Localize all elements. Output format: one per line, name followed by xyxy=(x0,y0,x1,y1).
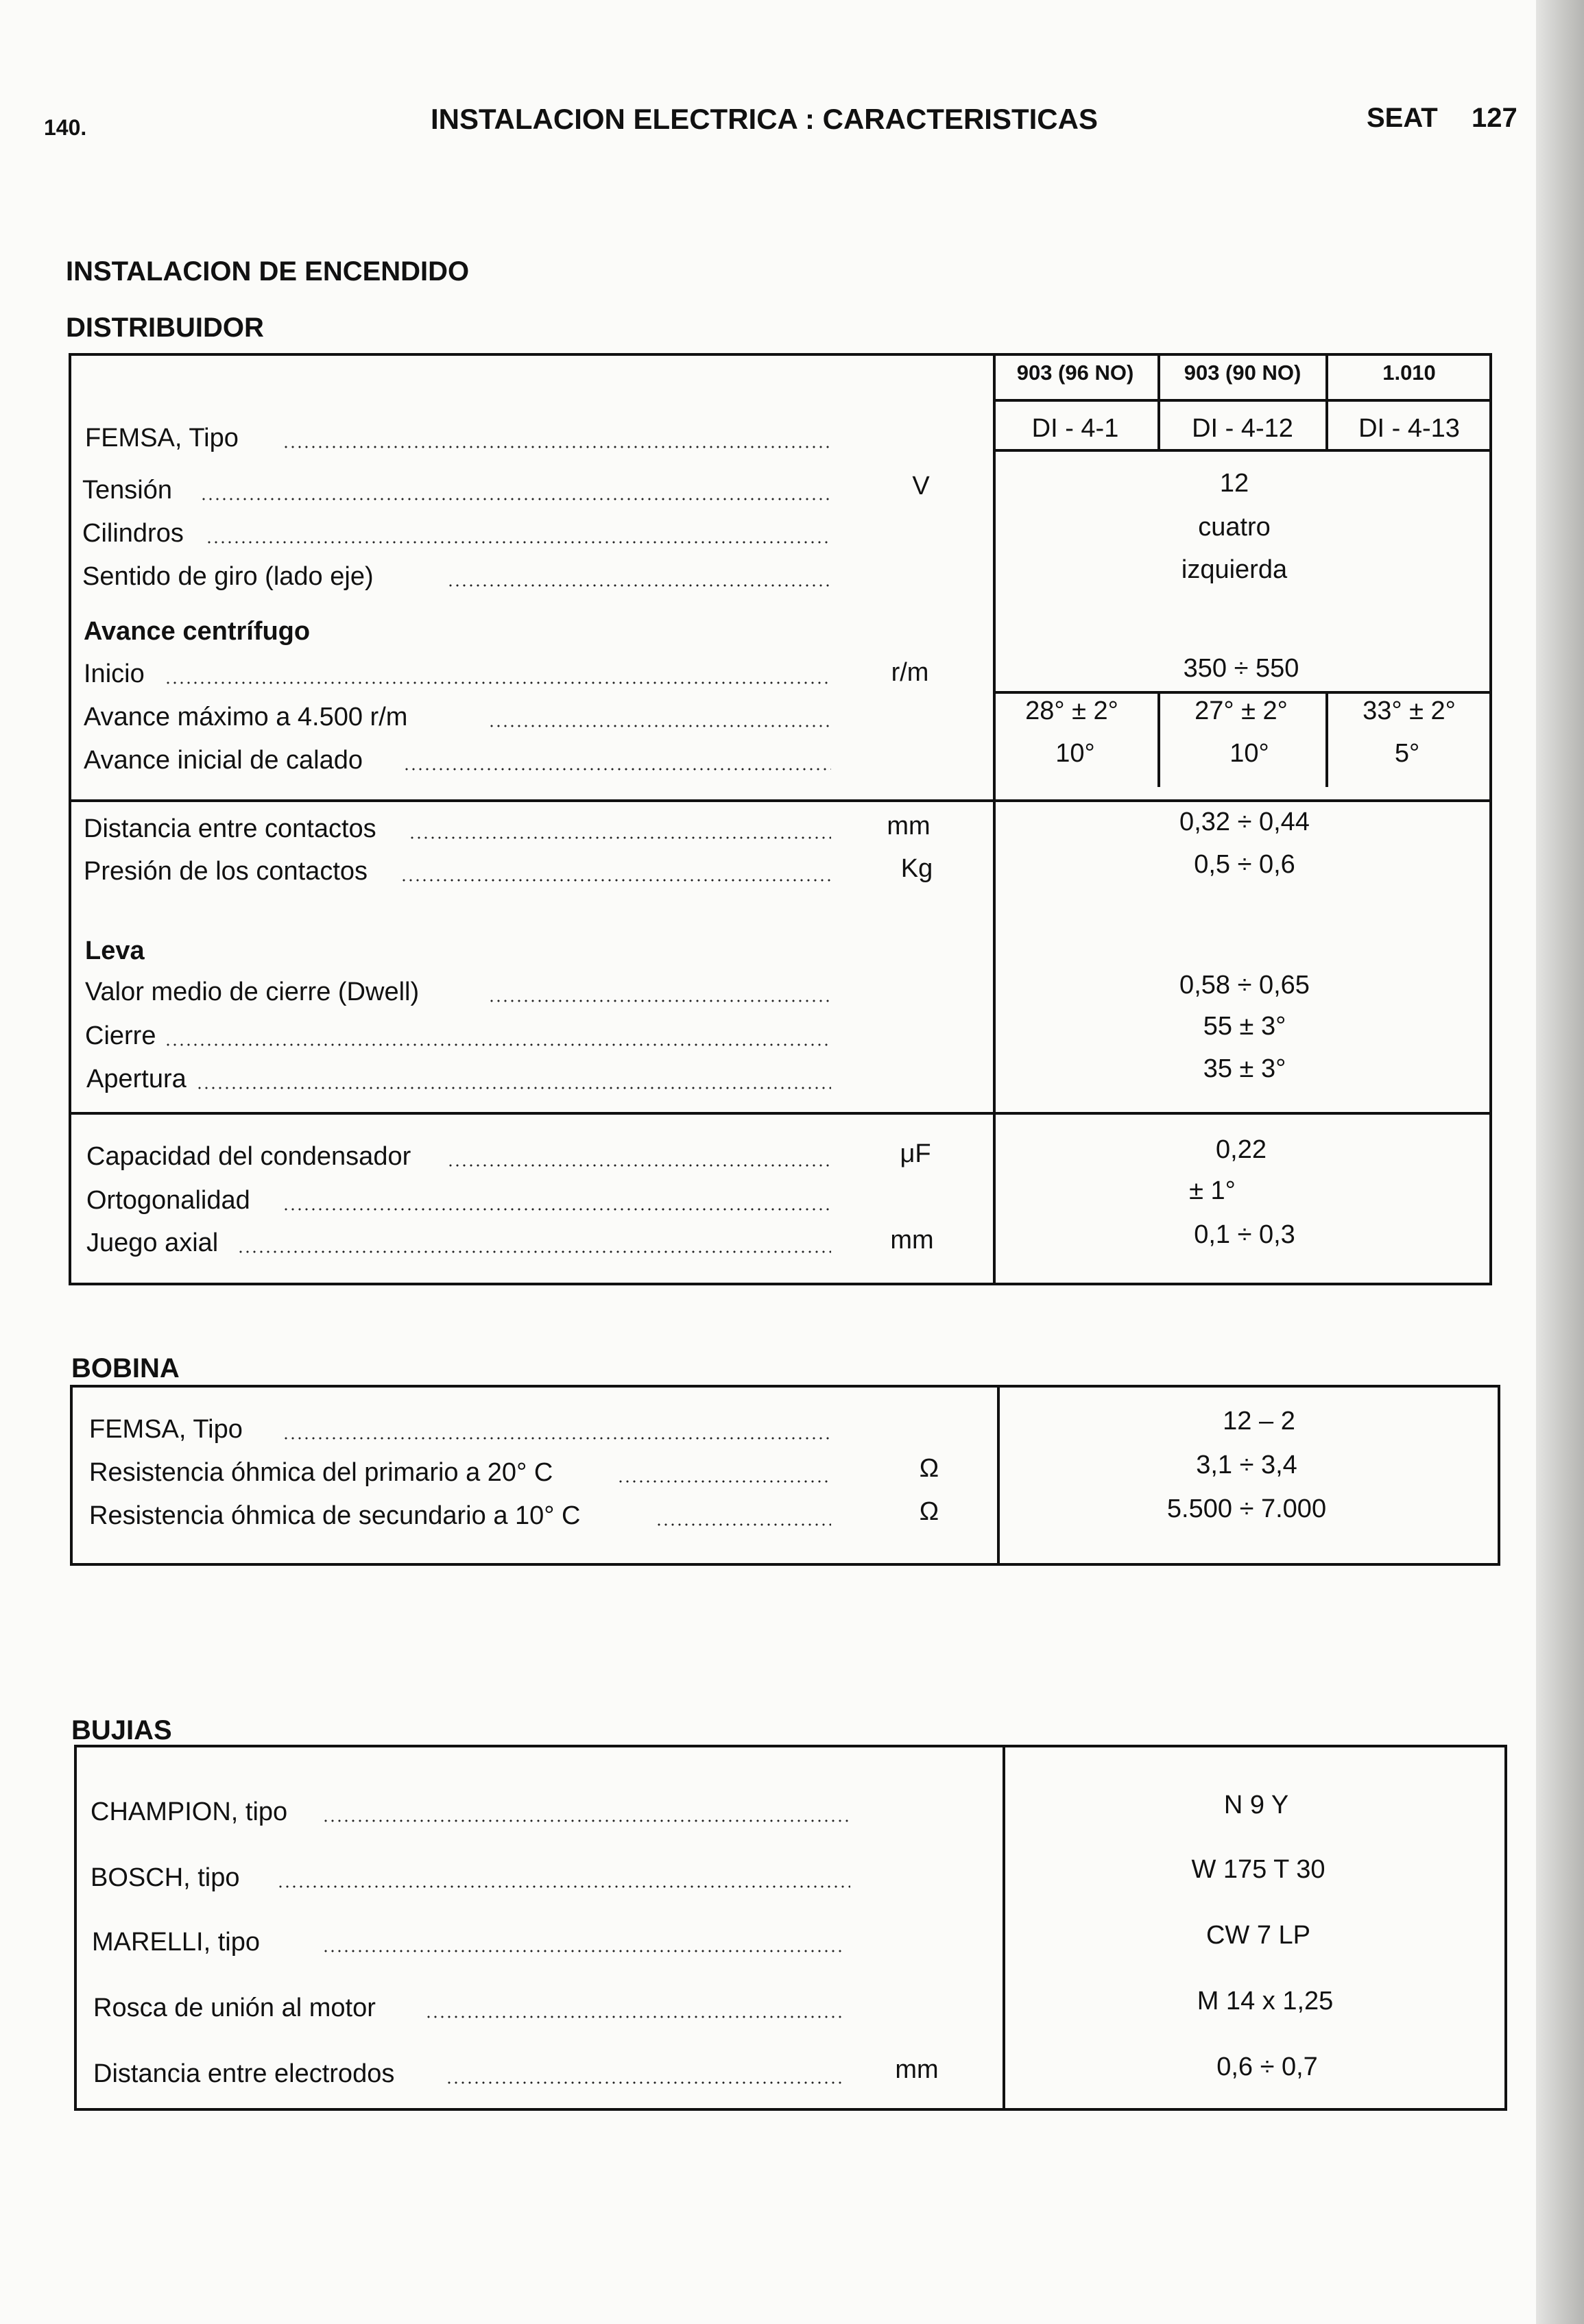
section-title-ignition: INSTALACION DE ENCENDIDO xyxy=(66,256,470,287)
leader-dots xyxy=(283,1437,831,1440)
section-title-bobina: BOBINA xyxy=(71,1353,180,1383)
leader-dots xyxy=(277,1885,850,1888)
cell-value: izquierda xyxy=(1181,555,1288,584)
row-label: Juego axial xyxy=(86,1228,219,1257)
cell-value: 0,32 ÷ 0,44 xyxy=(1179,808,1310,836)
cell-value: 12 – 2 xyxy=(1223,1407,1295,1436)
cell-value: DI - 4-12 xyxy=(1192,414,1293,443)
row-label: Resistencia óhmica del primario a 20° C xyxy=(89,1458,553,1487)
row-label: Distancia entre contactos xyxy=(84,814,376,843)
cell-value: cuatro xyxy=(1198,513,1271,542)
leader-dots xyxy=(425,2016,845,2018)
block-rule xyxy=(69,1112,1489,1115)
row-label: Distancia entre electrodos xyxy=(93,2059,395,2088)
section-title-distributor: DISTRIBUIDOR xyxy=(66,313,264,343)
cell-value: 35 ± 3° xyxy=(1203,1054,1286,1083)
page-number: 140. xyxy=(44,115,87,140)
row-label: Resistencia óhmica de secundario a 10° C xyxy=(89,1501,581,1530)
unit-label: V xyxy=(912,472,930,500)
row-label: Cierre xyxy=(85,1021,156,1050)
cell-value: 12 xyxy=(1219,469,1249,498)
leader-dots xyxy=(322,1819,850,1822)
row-label: Inicio xyxy=(84,659,145,688)
column-divider xyxy=(1325,691,1328,787)
row-label: Presión de los contactos xyxy=(84,857,368,886)
cell-value: M 14 x 1,25 xyxy=(1197,1987,1334,2016)
row-label: Rosca de unión al motor xyxy=(93,1994,376,2022)
row-label: Capacidad del condensador xyxy=(86,1142,411,1171)
cell-value: DI - 4-1 xyxy=(1031,414,1119,443)
model-label: 127 xyxy=(1472,103,1517,133)
row-label: Apertura xyxy=(86,1065,187,1093)
row-rule xyxy=(993,691,1489,694)
unit-label: r/m xyxy=(891,658,929,687)
row-label: CHAMPION, tipo xyxy=(91,1798,288,1826)
row-label: Ortogonalidad xyxy=(86,1186,250,1215)
page-title: INSTALACION ELECTRICA : CARACTERISTICAS xyxy=(431,103,1098,135)
cell-value: 3,1 ÷ 3,4 xyxy=(1196,1451,1297,1479)
leader-dots xyxy=(446,2081,845,2084)
row-label: FEMSA, Tipo xyxy=(89,1415,243,1444)
unit-label: mm xyxy=(887,812,931,840)
cell-value: CW 7 LP xyxy=(1205,1921,1311,1950)
cell-value: DI - 4-13 xyxy=(1358,414,1460,443)
leader-dots xyxy=(488,725,831,727)
leader-dots xyxy=(165,681,831,684)
cell-value: 0,1 ÷ 0,3 xyxy=(1194,1220,1295,1249)
unit-label: mm xyxy=(890,1226,934,1255)
leader-dots xyxy=(196,1087,831,1089)
row-label: Sentido de giro (lado eje) xyxy=(82,562,374,591)
block-rule xyxy=(69,799,1489,802)
page-edge-shadow xyxy=(1536,0,1584,2324)
leader-dots xyxy=(447,584,831,587)
unit-label: mm xyxy=(895,2055,939,2084)
cell-value: 27° ± 2° xyxy=(1195,697,1288,725)
cell-value: 0,22 xyxy=(1216,1135,1267,1164)
row-label: Avance máximo a 4.500 r/m xyxy=(84,703,408,731)
column-header: 903 (90 NO) xyxy=(1184,361,1301,385)
leader-dots xyxy=(283,1208,831,1211)
unit-label: Ω xyxy=(919,1497,939,1526)
row-label: BOSCH, tipo xyxy=(91,1863,240,1892)
leader-dots xyxy=(165,1043,831,1046)
column-header: 903 (96 NO) xyxy=(1016,361,1134,385)
cell-value: 0,6 ÷ 0,7 xyxy=(1216,2053,1318,2081)
cell-value: 5° xyxy=(1394,739,1420,768)
cell-value: 0,58 ÷ 0,65 xyxy=(1179,971,1310,1000)
group-label: Leva xyxy=(85,936,145,965)
cell-value: 0,5 ÷ 0,6 xyxy=(1194,850,1295,879)
unit-label: Kg xyxy=(900,854,933,883)
cell-value: W 175 T 30 xyxy=(1191,1855,1325,1884)
leader-dots xyxy=(656,1523,831,1526)
cell-value: 10° xyxy=(1229,739,1269,768)
bobina-table-divider xyxy=(997,1385,1000,1563)
leader-dots xyxy=(409,836,831,839)
leader-dots xyxy=(617,1480,831,1483)
cell-value: 350 ÷ 550 xyxy=(1183,654,1299,683)
cell-value: 28° ± 2° xyxy=(1025,697,1118,725)
cell-value: 33° ± 2° xyxy=(1363,697,1456,725)
brand-label: SEAT xyxy=(1367,103,1438,133)
header-rule xyxy=(993,399,1489,402)
leader-dots xyxy=(200,498,831,500)
leader-dots xyxy=(206,541,831,544)
leader-dots xyxy=(447,1164,831,1167)
leader-dots xyxy=(322,1950,845,1952)
row-label: MARELLI, tipo xyxy=(92,1928,260,1957)
cell-value: 55 ± 3° xyxy=(1203,1012,1286,1041)
distributor-table-divider xyxy=(993,353,996,1283)
cell-value: 5.500 ÷ 7.000 xyxy=(1166,1494,1327,1523)
header-rule xyxy=(993,449,1489,452)
column-header: 1.010 xyxy=(1382,361,1436,385)
unit-label: Ω xyxy=(919,1454,939,1483)
row-label: Tensión xyxy=(82,476,172,505)
bujias-table-divider xyxy=(1003,1745,1005,2108)
cell-value: 10° xyxy=(1055,739,1095,768)
leader-dots xyxy=(237,1250,831,1253)
row-label: Cilindros xyxy=(82,519,184,548)
leader-dots xyxy=(403,768,831,771)
row-label: Avance inicial de calado xyxy=(84,746,363,775)
row-label: FEMSA, Tipo xyxy=(85,424,239,452)
leader-dots xyxy=(488,1000,831,1002)
unit-label: μF xyxy=(900,1139,931,1168)
column-divider xyxy=(1157,691,1160,787)
leader-dots xyxy=(400,879,831,882)
section-title-bujias: BUJIAS xyxy=(71,1715,172,1745)
cell-value: ± 1° xyxy=(1189,1176,1236,1205)
group-label: Avance centrífugo xyxy=(84,617,311,646)
row-label: Valor medio de cierre (Dwell) xyxy=(85,978,420,1006)
cell-value: N 9 Y xyxy=(1223,1791,1289,1819)
leader-dots xyxy=(283,446,831,448)
